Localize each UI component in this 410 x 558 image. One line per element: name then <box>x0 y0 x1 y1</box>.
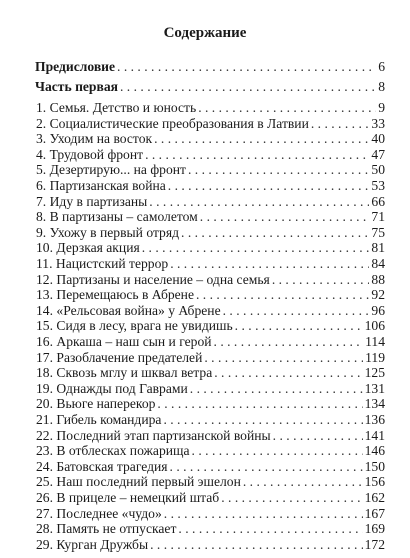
toc-entry-label: 8. В партизаны – самолетом <box>36 209 198 225</box>
dot-leader <box>214 364 362 381</box>
toc-entry-page: 6 <box>378 59 385 74</box>
dot-leader <box>200 208 370 225</box>
dot-leader <box>145 146 369 163</box>
toc-entry-label: 14. «Рельсовая война» у Абрене <box>36 302 221 318</box>
dot-leader <box>204 349 363 366</box>
toc-entry-chapter-21[interactable] <box>35 411 385 428</box>
toc-entry-chapter-18[interactable] <box>35 364 385 381</box>
dot-leader <box>163 411 362 428</box>
toc-entry-chapter-17[interactable] <box>35 349 385 366</box>
toc-entry-page: 92 <box>371 287 385 303</box>
toc-entry-chapter-23[interactable] <box>35 442 385 459</box>
toc-entry-page: 53 <box>371 178 385 193</box>
toc-entry-chapter-16[interactable] <box>35 333 385 350</box>
toc-entry-page: 172 <box>364 536 385 552</box>
toc-entry-label: 3. Уходим на восток <box>36 131 153 147</box>
toc-entry-part-one[interactable] <box>35 78 385 95</box>
dot-leader <box>154 130 369 147</box>
toc-entry-label: 10. Дерзкая акция <box>36 240 140 256</box>
toc-entry-chapter-7[interactable] <box>35 193 385 210</box>
toc-entry-label: 17. Разоблачение предателей <box>36 349 203 365</box>
toc-entry-page: 8 <box>378 79 385 94</box>
toc-entry-label: 15. Сидя в лесу, врага не увидишь <box>36 318 233 334</box>
toc-entry-chapter-6[interactable] <box>35 177 385 194</box>
dot-leader <box>223 302 370 319</box>
toc-entry-page: 88 <box>371 271 385 287</box>
dot-leader <box>243 473 363 490</box>
toc-entry-page: 114 <box>365 334 385 349</box>
toc-entry-chapter-19[interactable] <box>35 380 385 397</box>
toc-entry-label: 1. Семья. Детство и юность <box>36 100 197 115</box>
toc-entry-chapter-28[interactable] <box>35 520 385 537</box>
toc-entry-page: 169 <box>364 521 385 537</box>
toc-entry-page: 167 <box>364 505 385 521</box>
dot-leader <box>273 427 363 444</box>
toc-entry-page: 141 <box>364 427 385 443</box>
toc-entry-label: 20. Вьюге наперекор <box>36 396 156 412</box>
toc-entry-chapter-4[interactable] <box>35 146 385 163</box>
dot-leader <box>142 239 370 256</box>
toc-entry-label: Предисловие <box>35 59 116 74</box>
dot-leader <box>168 177 370 194</box>
toc-entry-chapter-2[interactable] <box>35 115 385 132</box>
toc-entry-label: 4. Трудовой фронт <box>36 146 144 162</box>
toc-entry-label: 11. Нацистский террор <box>36 256 169 271</box>
toc-entry-page: 134 <box>364 396 385 412</box>
toc-entry-label: 27. Последнее «чудо» <box>36 505 162 521</box>
toc-title: Содержание <box>163 25 247 41</box>
dot-leader <box>170 458 363 475</box>
toc-entry-chapter-1[interactable] <box>35 99 385 116</box>
toc-entry-page: 33 <box>371 115 385 131</box>
toc-entry-page: 81 <box>371 240 385 256</box>
toc-entry-chapter-27[interactable] <box>35 505 385 522</box>
toc-entry-label: 25. Наш последний первый эшелон <box>36 474 241 490</box>
dot-leader <box>311 115 370 132</box>
toc-entry-page: 50 <box>371 162 385 178</box>
toc-entry-label: 19. Однажды под Гаврами <box>36 380 188 396</box>
toc-entry-page: 131 <box>364 380 385 396</box>
toc-entry-label: 23. В отблесках пожарища <box>36 443 190 459</box>
toc-entry-chapter-14[interactable] <box>35 302 385 319</box>
dot-leader <box>221 489 362 506</box>
toc-entry-label: 2. Социалистические преобразования в Латвии <box>36 115 309 131</box>
dot-leader <box>272 271 370 288</box>
toc-entry-page: 40 <box>371 131 385 147</box>
toc-entry-chapter-25[interactable] <box>35 473 385 490</box>
toc-entry-chapter-12[interactable] <box>35 271 385 288</box>
toc-entry-chapter-15[interactable] <box>35 317 385 334</box>
toc-entry-chapter-11[interactable] <box>35 255 385 272</box>
toc-entry-page: 47 <box>371 146 385 162</box>
dot-leader <box>120 78 376 95</box>
toc-entry-label: 16. Аркаша – наш сын и герой <box>36 334 212 349</box>
dot-leader <box>196 286 369 303</box>
toc-entry-page: 66 <box>371 193 385 209</box>
dot-leader <box>150 536 363 553</box>
toc-entry-label: 5. Дезертирую... на фронт <box>36 162 186 178</box>
toc-entry-page: 96 <box>371 302 385 318</box>
dot-leader <box>170 255 369 272</box>
toc-entry-chapter-9[interactable] <box>35 224 385 241</box>
toc-entry-chapter-22[interactable] <box>35 427 385 444</box>
dot-leader <box>181 224 369 241</box>
toc-entry-chapter-13[interactable] <box>35 286 385 303</box>
toc-entry-page: 136 <box>364 412 385 427</box>
toc-entry-page: 150 <box>364 458 385 474</box>
dot-leader <box>192 442 363 459</box>
toc-entry-chapter-3[interactable] <box>35 130 385 147</box>
toc-entry-label: 18. Сквозь мглу и шквал ветра <box>36 365 213 381</box>
dot-leader <box>235 317 363 334</box>
toc-entry-chapter-5[interactable] <box>35 161 385 178</box>
dot-leader <box>157 395 362 412</box>
toc-entry-chapter-26[interactable] <box>35 489 385 506</box>
dot-leader <box>164 505 363 522</box>
toc-entry-preface[interactable] <box>35 58 385 75</box>
toc-entry-page: 146 <box>364 443 385 459</box>
toc-entry-label: 9. Ухожу в первый отряд <box>36 224 180 240</box>
toc-entry-chapter-20[interactable] <box>35 395 385 412</box>
toc-entry-label: 29. Курган Дружбы <box>36 536 149 552</box>
dot-leader <box>149 193 369 210</box>
toc-entry-page: 106 <box>364 318 385 334</box>
toc-entry-page: 125 <box>364 365 385 381</box>
toc-entry-label: 28. Память не отпускает <box>36 521 177 537</box>
toc-entry-page: 75 <box>371 224 385 240</box>
dot-leader <box>117 58 376 75</box>
toc-entry-label: 24. Батовская трагедия <box>36 458 168 474</box>
toc-entry-page: 84 <box>371 256 385 271</box>
toc-entry-page: 119 <box>365 349 385 365</box>
toc-entry-page: 162 <box>364 490 385 505</box>
toc-entry-label: 22. Последний этап партизанской войны <box>36 427 271 443</box>
toc-entry-label: 7. Иду в партизаны <box>36 193 148 209</box>
dot-leader <box>190 380 363 397</box>
toc-entry-page: 9 <box>378 100 385 115</box>
toc-entry-page: 71 <box>371 209 385 225</box>
toc-entry-chapter-8[interactable] <box>35 208 385 225</box>
toc-entry-chapter-29[interactable] <box>35 536 385 553</box>
toc-entry-page: 156 <box>364 474 385 490</box>
toc-entry-chapter-10[interactable] <box>35 239 385 256</box>
toc-entry-label: 21. Гибель командира <box>36 412 162 427</box>
toc-entry-label: 13. Перемещаюсь в Абрене <box>36 287 194 303</box>
toc-entry-label: 12. Партизаны и население – одна семья <box>36 271 270 287</box>
dot-leader <box>188 161 369 178</box>
dot-leader <box>198 99 376 116</box>
toc-entry-label: 6. Партизанская война <box>36 178 166 193</box>
toc-entry-label: 26. В прицеле – немецкий штаб <box>36 490 220 505</box>
dot-leader <box>214 333 364 350</box>
toc-entry-label: Часть первая <box>35 79 118 94</box>
dot-leader <box>178 520 362 537</box>
toc-entry-chapter-24[interactable] <box>35 458 385 475</box>
